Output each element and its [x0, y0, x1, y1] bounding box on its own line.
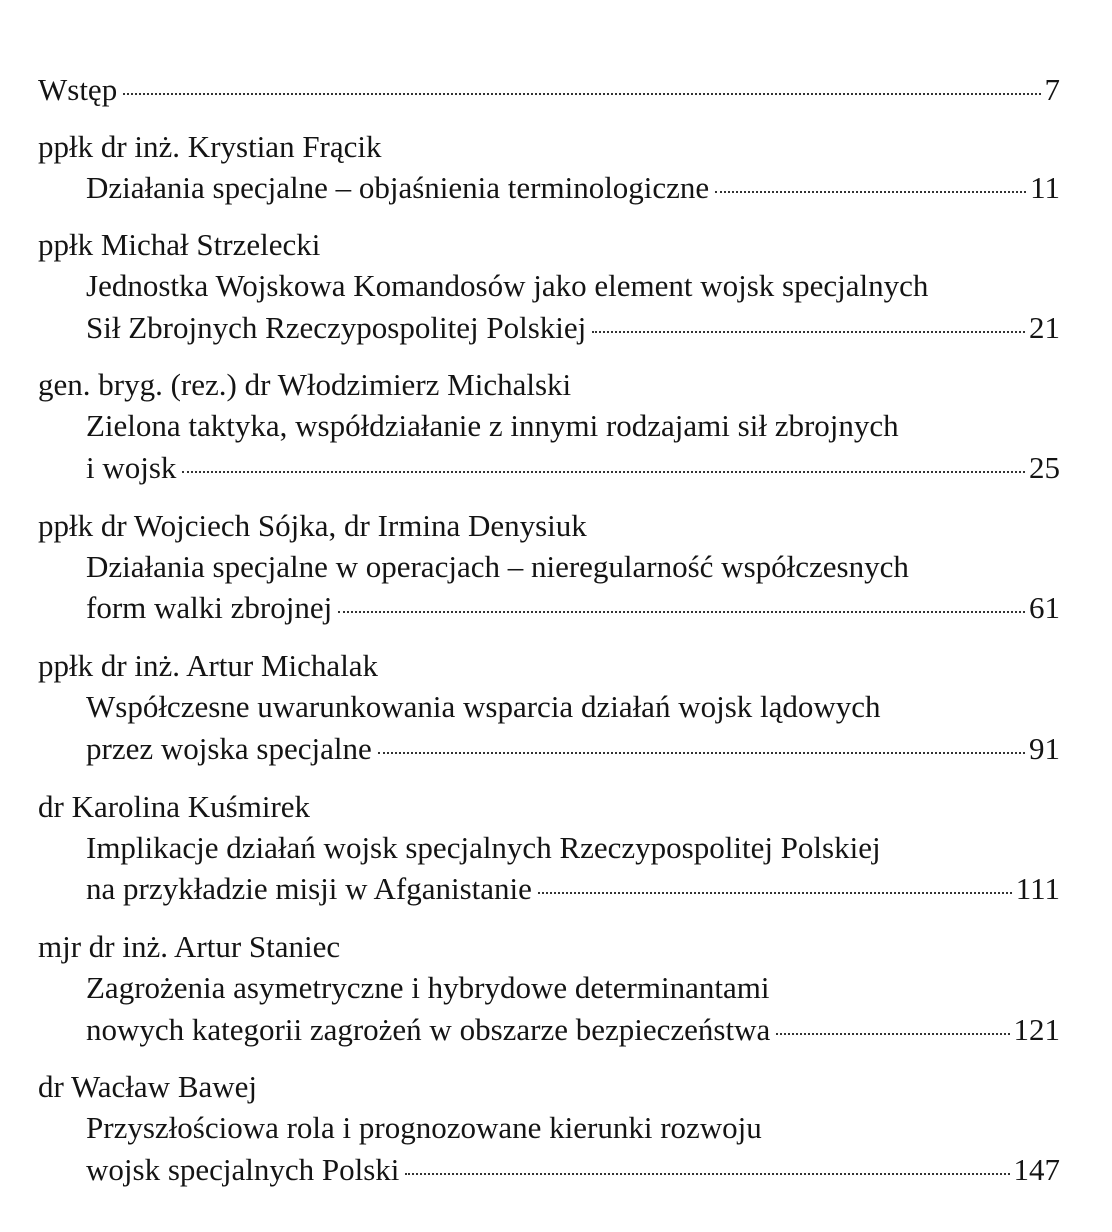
toc-page-number: 25 — [1029, 450, 1060, 485]
toc-entry-line — [86, 310, 1060, 346]
dot-leader — [123, 92, 1040, 95]
toc-title: wojsk specjalnych Polski — [86, 1152, 400, 1187]
toc-title-line: Przyszłościowa rola i prognozowane kierunki rozwoju — [86, 1110, 762, 1145]
toc-title-line: Współczesne uwarunkowania wsparcia działań wojsk lądowych — [86, 689, 881, 724]
dot-leader — [338, 610, 1025, 613]
toc-title: Wstęp — [38, 72, 118, 107]
toc-author: dr Wacław Bawej — [38, 1069, 258, 1104]
toc-title-line: Zagrożenia asymetryczne i hybrydowe determinantami — [86, 970, 770, 1005]
toc-entry-line — [86, 1152, 1060, 1188]
toc-title-line: Implikacje działań wojsk specjalnych Rzeczypospolitej Polskiej — [86, 830, 881, 865]
toc-author: mjr dr inż. Artur Staniec — [38, 929, 341, 964]
toc-author: ppłk dr inż. Artur Michalak — [38, 648, 379, 683]
toc-title-line: Działania specjalne w operacjach – nieregularność współczesnych — [86, 549, 909, 584]
toc-title: na przykładzie misji w Afganistanie — [86, 871, 532, 906]
toc-entry-line — [86, 731, 1060, 767]
toc-page-number: 7 — [1044, 72, 1060, 107]
toc-page-number: 21 — [1029, 310, 1060, 345]
toc-page-number: 11 — [1030, 170, 1060, 205]
dot-leader — [538, 891, 1012, 894]
toc-entry-line — [86, 1012, 1060, 1048]
toc-title-line: Zielona taktyka, współdziałanie z innymi rodzajami sił zbrojnych — [86, 408, 899, 443]
toc-entry-line — [86, 590, 1060, 626]
dot-leader — [592, 330, 1025, 333]
dot-leader — [182, 470, 1025, 473]
toc-title: przez wojska specjalne — [86, 731, 372, 766]
toc-entry-line — [86, 871, 1060, 907]
toc-page-number: 121 — [1013, 1012, 1060, 1047]
toc-page-number: 61 — [1029, 590, 1060, 625]
toc-title: form walki zbrojnej — [86, 590, 333, 625]
toc-author: dr Karolina Kuśmirek — [38, 789, 311, 824]
toc-page-number: 91 — [1029, 731, 1060, 766]
toc-page-number: 111 — [1015, 871, 1060, 906]
toc-title: i wojsk — [86, 450, 177, 485]
toc-entry-line — [86, 170, 1060, 206]
toc-author: gen. bryg. (rez.) dr Włodzimierz Michalski — [38, 367, 572, 402]
toc-title: Działania specjalne – objaśnienia terminologiczne — [86, 170, 710, 205]
toc-entry-line — [86, 450, 1060, 486]
dot-leader — [776, 1032, 1009, 1035]
dot-leader — [405, 1172, 1009, 1175]
toc-title: Sił Zbrojnych Rzeczypospolitej Polskiej — [86, 310, 587, 345]
toc-title: nowych kategorii zagrożeń w obszarze bezpieczeństwa — [86, 1012, 771, 1047]
dot-leader — [715, 190, 1026, 193]
toc-page-number: 147 — [1013, 1152, 1060, 1187]
dot-leader — [378, 751, 1025, 754]
toc-author: ppłk dr Wojciech Sójka, dr Irmina Denysiuk — [38, 508, 587, 543]
toc-author: ppłk dr inż. Krystian Frącik — [38, 129, 382, 164]
toc-author: ppłk Michał Strzelecki — [38, 227, 321, 262]
toc-title-line: Jednostka Wojskowa Komandosów jako element wojsk specjalnych — [86, 268, 929, 303]
toc-entry-intro — [38, 72, 1060, 108]
